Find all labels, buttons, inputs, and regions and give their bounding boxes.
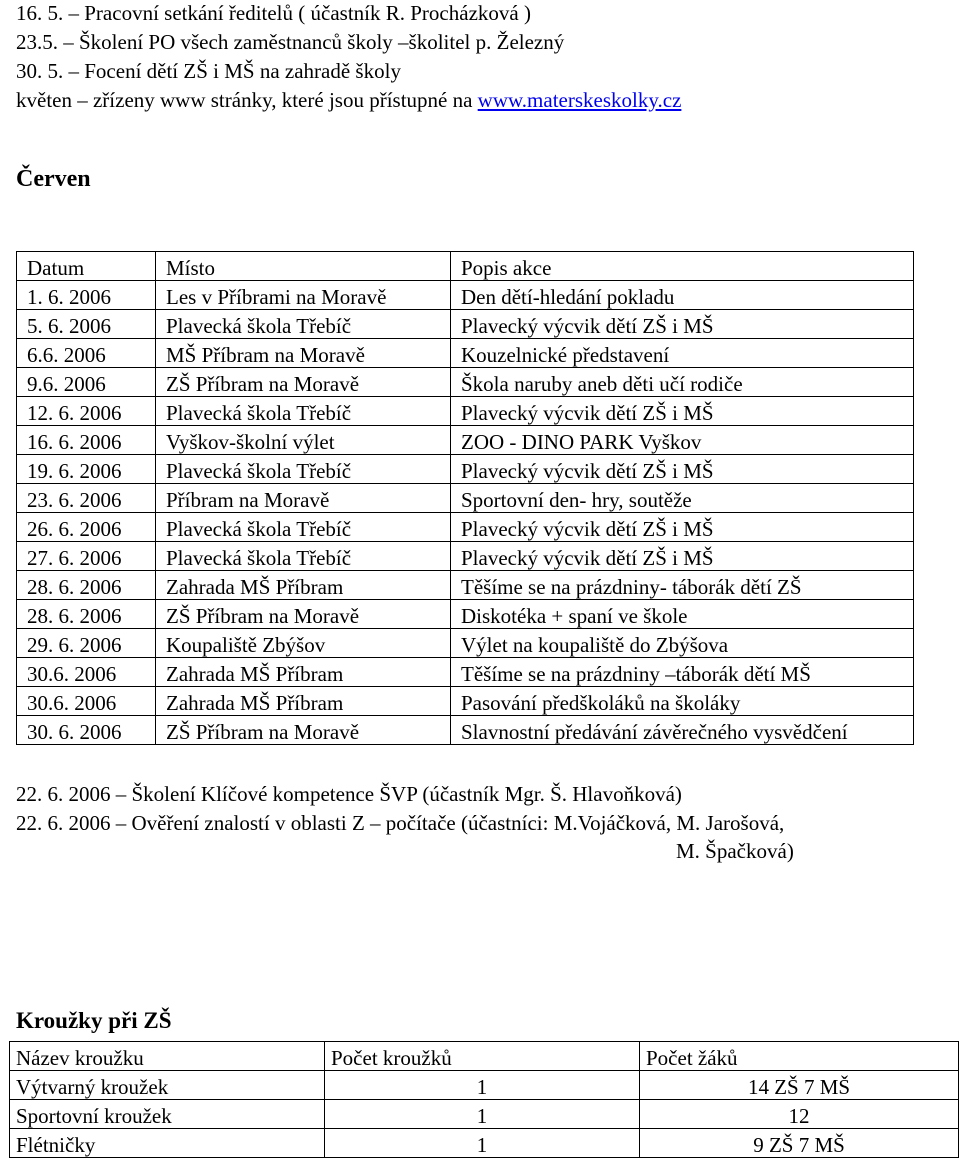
event-place: Zahrada MŠ Příbram — [156, 658, 451, 687]
event-place: ZŠ Příbram na Moravě — [156, 716, 451, 745]
event-row — [17, 339, 914, 368]
event-place: Plavecká škola Třebíč — [156, 542, 451, 571]
event-place: Plavecká škola Třebíč — [156, 397, 451, 426]
event-description: Těšíme se na prázdniny –táborák dětí MŠ — [451, 658, 914, 687]
event-description: Škola naruby aneb děti učí rodiče — [451, 368, 914, 397]
intro-line-3: 30. 5. – Focení dětí ZŠ i MŠ na zahradě školy — [16, 59, 401, 83]
event-description: ZOO - DINO PARK Vyškov — [451, 426, 914, 455]
event-date: 26. 6. 2006 — [17, 513, 156, 542]
training-line-2: 22. 6. 2006 – Ověření znalostí v oblasti Z – počítače (účastníci: M.Vojáčková, M. Jarošová, — [16, 811, 785, 835]
event-date: 27. 6. 2006 — [17, 542, 156, 571]
pupil-count: 12 — [640, 1100, 959, 1129]
events-table — [16, 251, 914, 745]
event-date: 6.6. 2006 — [17, 339, 156, 368]
events-header-row — [17, 252, 914, 281]
event-place: Příbram na Moravě — [156, 484, 451, 513]
event-description: Kouzelnické představení — [451, 339, 914, 368]
event-date: 12. 6. 2006 — [17, 397, 156, 426]
event-date: 9.6. 2006 — [17, 368, 156, 397]
event-description: Pasování předškoláků na školáky — [451, 687, 914, 716]
event-place: Vyškov-školní výlet — [156, 426, 451, 455]
clubs-header-row — [10, 1042, 959, 1071]
event-row — [17, 455, 914, 484]
event-place: Zahrada MŠ Příbram — [156, 687, 451, 716]
event-row — [17, 542, 914, 571]
club-count: 1 — [325, 1071, 640, 1100]
event-date: 28. 6. 2006 — [17, 571, 156, 600]
event-date: 23. 6. 2006 — [17, 484, 156, 513]
header-description: Popis akce — [451, 252, 914, 281]
event-description: Výlet na koupaliště do Zbýšova — [451, 629, 914, 658]
event-description: Plavecký výcvik dětí ZŠ i MŠ — [451, 397, 914, 426]
club-row — [10, 1071, 959, 1100]
club-count: 1 — [325, 1129, 640, 1158]
event-row — [17, 310, 914, 339]
training-line-3: M. Špačková) — [676, 839, 794, 863]
event-place: Zahrada MŠ Příbram — [156, 571, 451, 600]
header-place: Místo — [156, 252, 451, 281]
june-heading: Červen — [16, 166, 91, 192]
event-description: Den dětí-hledání pokladu — [451, 281, 914, 310]
event-row — [17, 658, 914, 687]
event-description: Těšíme se na prázdniny- táborák dětí ZŠ — [451, 571, 914, 600]
header-club-name: Název kroužku — [10, 1042, 325, 1071]
event-description: Plavecký výcvik dětí ZŠ i MŠ — [451, 455, 914, 484]
event-date: 19. 6. 2006 — [17, 455, 156, 484]
club-row — [10, 1129, 959, 1158]
club-row — [10, 1100, 959, 1129]
header-pupil-count: Počet žáků — [640, 1042, 959, 1071]
clubs-table — [9, 1041, 959, 1158]
event-description: Slavnostní předávání závěrečného vysvědčení — [451, 716, 914, 745]
event-row — [17, 281, 914, 310]
website-line — [16, 88, 681, 112]
event-place: Plavecká škola Třebíč — [156, 310, 451, 339]
event-row — [17, 397, 914, 426]
club-name: Flétničky — [10, 1129, 325, 1158]
event-row — [17, 571, 914, 600]
training-line-1: 22. 6. 2006 – Školení Klíčové kompetence ŠVP (účastník Mgr. Š. Hlavoňková) — [16, 782, 682, 806]
club-name: Výtvarný kroužek — [10, 1071, 325, 1100]
event-place: ZŠ Příbram na Moravě — [156, 368, 451, 397]
intro-line-2: 23.5. – Školení PO všech zaměstnanců školy –školitel p. Železný — [16, 30, 565, 54]
event-description: Sportovní den- hry, soutěže — [451, 484, 914, 513]
event-row — [17, 716, 914, 745]
event-row — [17, 600, 914, 629]
club-name: Sportovní kroužek — [10, 1100, 325, 1129]
event-description: Plavecký výcvik dětí ZŠ i MŠ — [451, 310, 914, 339]
club-count: 1 — [325, 1100, 640, 1129]
event-place: Plavecká škola Třebíč — [156, 455, 451, 484]
event-description: Diskotéka + spaní ve škole — [451, 600, 914, 629]
event-row — [17, 368, 914, 397]
pupil-count: 14 ZŠ 7 MŠ — [640, 1071, 959, 1100]
website-link[interactable]: www.materskeskolky.cz — [477, 88, 682, 112]
event-date: 30.6. 2006 — [17, 658, 156, 687]
event-description: Plavecký výcvik dětí ZŠ i MŠ — [451, 542, 914, 571]
event-date: 29. 6. 2006 — [17, 629, 156, 658]
event-row — [17, 629, 914, 658]
event-place: MŠ Příbram na Moravě — [156, 339, 451, 368]
header-club-count: Počet kroužků — [325, 1042, 640, 1071]
event-date: 28. 6. 2006 — [17, 600, 156, 629]
event-row — [17, 513, 914, 542]
event-place: Koupaliště Zbýšov — [156, 629, 451, 658]
event-place: Les v Příbrami na Moravě — [156, 281, 451, 310]
event-place: ZŠ Příbram na Moravě — [156, 600, 451, 629]
event-date: 1. 6. 2006 — [17, 281, 156, 310]
event-row — [17, 687, 914, 716]
event-row — [17, 426, 914, 455]
event-description: Plavecký výcvik dětí ZŠ i MŠ — [451, 513, 914, 542]
event-date: 30. 6. 2006 — [17, 716, 156, 745]
clubs-heading: Kroužky při ZŠ — [16, 1008, 172, 1033]
event-date: 16. 6. 2006 — [17, 426, 156, 455]
header-date: Datum — [17, 252, 156, 281]
website-line-text: květen – zřízeny www stránky, které jsou přístupné na — [16, 88, 478, 112]
event-date: 30.6. 2006 — [17, 687, 156, 716]
event-row — [17, 484, 914, 513]
intro-line-1: 16. 5. – Pracovní setkání ředitelů ( účastník R. Procházková ) — [16, 1, 531, 25]
event-place: Plavecká škola Třebíč — [156, 513, 451, 542]
pupil-count: 9 ZŠ 7 MŠ — [640, 1129, 959, 1158]
event-date: 5. 6. 2006 — [17, 310, 156, 339]
